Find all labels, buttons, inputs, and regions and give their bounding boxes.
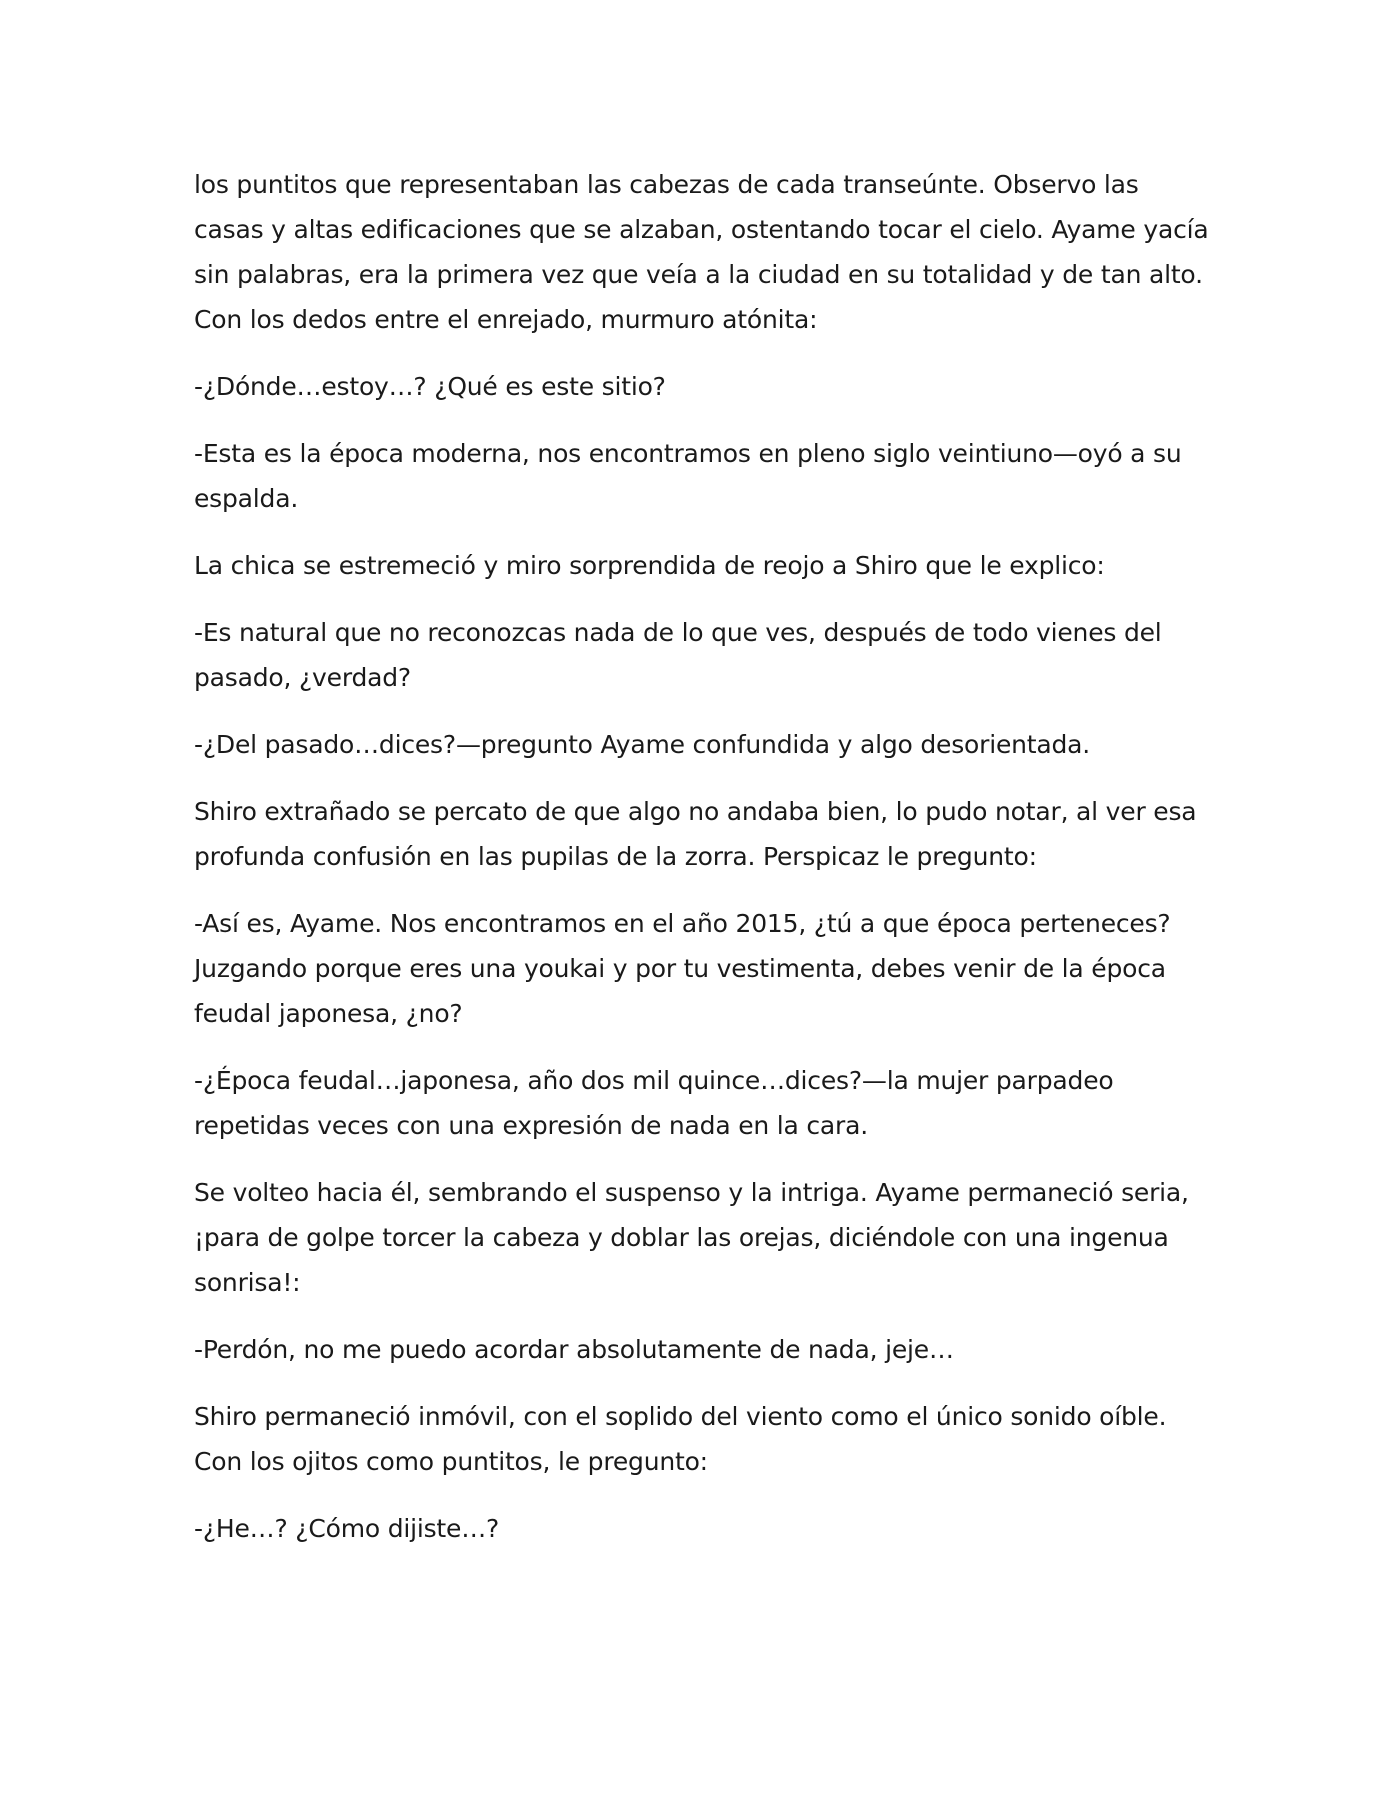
paragraph-9: -¿Época feudal…japonesa, año dos mil quince…dices?—la mujer parpadeo repetidas veces con una expresión de nada en la cara. bbox=[194, 1066, 1114, 1140]
paragraph-10: Se volteo hacia él, sembrando el suspenso y la intriga. Ayame permaneció seria, ¡para de golpe torcer la cabeza y doblar las orejas, diciéndole con una ingenua sonrisa!: bbox=[194, 1178, 1189, 1297]
document-body bbox=[194, 162, 1214, 1573]
paragraph-12: Shiro permaneció inmóvil, con el soplido del viento como el único sonido oíble. Con los ojitos como puntitos, le pregunto: bbox=[194, 1402, 1167, 1476]
paragraph-13: -¿He…? ¿Cómo dijiste…? bbox=[194, 1514, 500, 1543]
paragraph-1: los puntitos que representaban las cabezas de cada transeúnte. Observo las casas y altas edificaciones que se alzaban, ostentando tocar el cielo. Ayame yacía sin palabras, era la primera vez que veía a la ciudad en su totalidad y de tan alto. Con los dedos entre el enrejado, murmuro atónita: bbox=[194, 170, 1209, 334]
paragraph-7: Shiro extrañado se percato de que algo no andaba bien, lo pudo notar, al ver esa profunda confusión en las pupilas de la zorra. Perspicaz le pregunto: bbox=[194, 797, 1197, 871]
paragraph-8: -Así es, Ayame. Nos encontramos en el año 2015, ¿tú a que época perteneces? Juzgando porque eres una youkai y por tu vestimenta, debes venir de la época feudal japonesa, ¿no? bbox=[194, 909, 1171, 1028]
paragraph-6: -¿Del pasado…dices?—pregunto Ayame confundida y algo desorientada. bbox=[194, 730, 1091, 759]
paragraph-4: La chica se estremeció y miro sorprendida de reojo a Shiro que le explico: bbox=[194, 551, 1105, 580]
paragraph-5: -Es natural que no reconozcas nada de lo que ves, después de todo vienes del pasado, ¿verdad? bbox=[194, 618, 1162, 692]
paragraph-3: -Esta es la época moderna, nos encontramos en pleno siglo veintiuno—oyó a su espalda. bbox=[194, 439, 1182, 513]
paragraph-2: -¿Dónde…estoy…? ¿Qué es este sitio? bbox=[194, 372, 666, 401]
paragraph-11: -Perdón, no me puedo acordar absolutamente de nada, jeje… bbox=[194, 1335, 954, 1364]
